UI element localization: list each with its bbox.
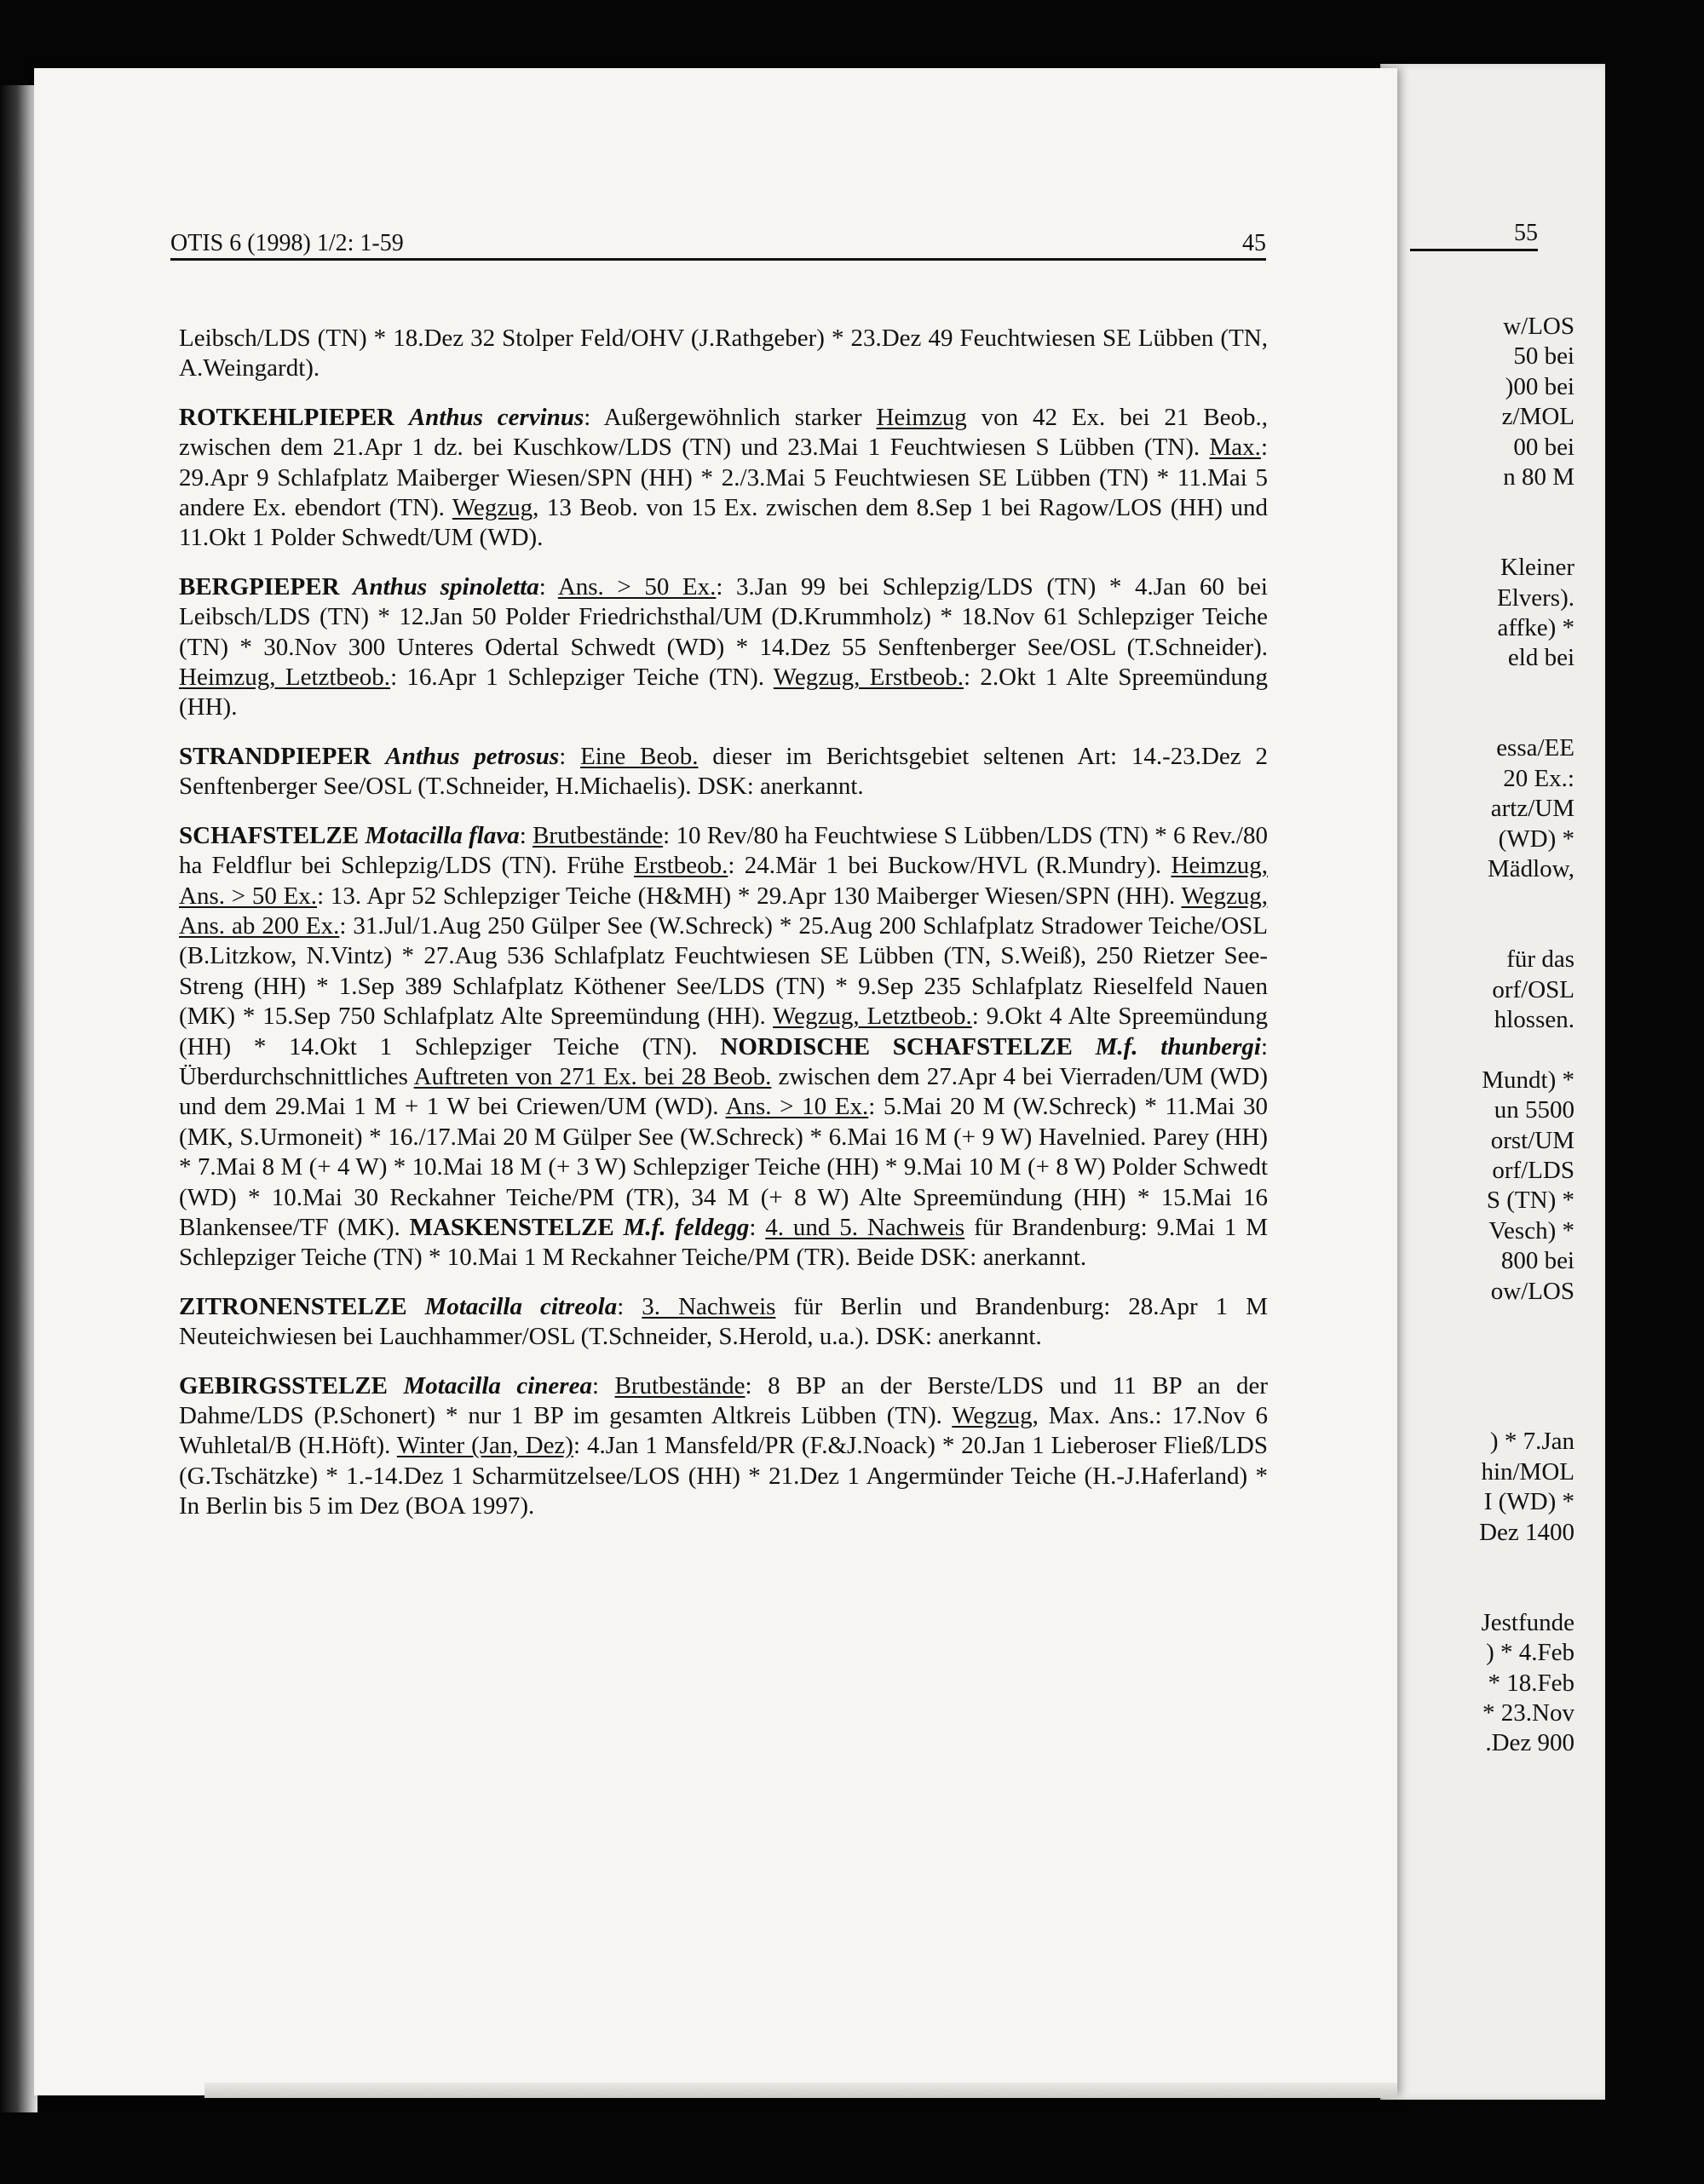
text-run: : 29.Apr 9 Schlafplatz Maiberger Wiesen/SPN (HH) * 2./3.Mai 5 Feuchtwiesen SE Lübben (TN) * 11.Mai 5 andere Ex. ebendort (TN). (179, 434, 1268, 522)
species-paragraph (179, 821, 1268, 1273)
text-run: : Überdurchschnittliches (179, 1032, 1268, 1090)
back-page-line (1404, 1336, 1574, 1366)
text-run: : (617, 1292, 642, 1320)
back-page-line: I (WD) * (1483, 1488, 1574, 1516)
back-page-line (1404, 915, 1574, 945)
back-page-line: Mundt) * (1482, 1066, 1574, 1094)
text-run: , Max. Ans.: 17.Nov 6 Wuhletal/B (H.Höft). (179, 1402, 1268, 1460)
text-run: von 42 Ex. bei 21 Beob., zwischen dem 21.Apr 1 dz. bei Kuschkow/LDS (TN) und 23.Mai 1 Feuchtwiesen S Lübben (TN). (179, 403, 1268, 462)
text-run: : (519, 821, 533, 849)
page-edge (204, 2083, 1397, 2098)
book-spine (0, 85, 37, 2112)
back-page-line: un 5500 (1494, 1096, 1574, 1124)
underlined-term: Wegzug, Ans. ab 200 Ex. (179, 882, 1268, 940)
back-page-line: Vesch) * (1488, 1216, 1574, 1244)
back-page-number: 55 (1410, 220, 1538, 251)
species-paragraph (179, 403, 1268, 554)
underlined-term: 3. Nachweis (642, 1292, 776, 1320)
back-page-line (1404, 1397, 1574, 1427)
back-page-line: z/MOL (1501, 403, 1574, 431)
back-page-line: artz/UM (1490, 795, 1574, 823)
underlined-term: Wegzug, Erstbeob. (773, 664, 964, 692)
scientific-name: Motacilla citreola (424, 1292, 618, 1320)
underlined-term: Wegzug, Letztbeob. (773, 1003, 972, 1031)
species-paragraph (179, 572, 1268, 723)
underlined-term: Brutbestände (614, 1371, 746, 1399)
back-page-line: ) * 4.Feb (1486, 1639, 1574, 1667)
scientific-name: Anthus spinoletta (353, 572, 539, 601)
text-run: Leibsch/LDS (TN) * 18.Dez 32 Stolper Feld/OHV (J.Rathgeber) * 23.Dez 49 Feuchtwiesen SE Lübben (TN, A.Weingardt). (179, 325, 1268, 382)
underlined-term: Wegzug (952, 1402, 1033, 1429)
text-run: : 31.Jul/1.Aug 250 Gülper See (W.Schreck) * 25.Aug 200 Schlafplatz Stradower Teiche/OSL (B.Litzkow, N.Vintz) * 27.Aug 536 Schlafplatz Feuchtwiesen SE Lübben (TN, S.Weiß), 250 Rietzer See-Streng (HH) * 1.Sep 389 Schlafplatz Köthener See/LDS (TN) * 9.Sep 235 Schlafplatz Rieselfeld Nauen (MK) * 15.Sep 750 Schlafplatz Alte Spreemündung (HH). (179, 911, 1268, 1031)
species-name: ROTKEHLPIEPER (179, 403, 409, 431)
back-page-line (1404, 1035, 1574, 1065)
underlined-term: Ans. > 50 Ex. (557, 572, 717, 601)
text-run: , 13 Beob. von 15 Ex. zwischen dem 8.Sep 1 bei Ragow/LOS (HH) und 11.Okt 1 Polder Schwedt/UM (WD). (179, 494, 1268, 552)
species-paragraph (179, 1371, 1268, 1522)
back-page-line: 800 bei (1500, 1247, 1574, 1275)
species-name: BERGPIEPER (179, 572, 354, 601)
back-page-line: ow/LOS (1490, 1277, 1574, 1305)
back-page-line: hlossen. (1494, 1005, 1574, 1033)
back-page-line: (WD) * (1498, 825, 1574, 853)
underlined-term: Heimzug (876, 403, 967, 431)
back-page-line (1404, 1578, 1574, 1607)
scientific-name: Motacilla cinerea (403, 1371, 592, 1399)
back-page-line: Mädlow, (1487, 855, 1574, 883)
back-page-line (1404, 1367, 1574, 1397)
scientific-name: Motacilla flava (365, 821, 520, 849)
back-page-line: essa/EE (1496, 734, 1574, 762)
back-page-line: eld bei (1507, 644, 1574, 672)
back-page-line: orf/LDS (1492, 1156, 1574, 1184)
back-page-line: * 18.Feb (1488, 1669, 1574, 1697)
text-run: : 8 BP an der Berste/LDS und 11 BP an der Dahme/LDS (P.Schonert) * nur 1 BP im gesamten Altkreis Lübben (TN). (179, 1371, 1268, 1429)
back-page-line (1404, 1548, 1574, 1578)
species-paragraph (179, 324, 1268, 384)
page-header (170, 226, 1266, 261)
text-run: : 9.Okt 4 Alte Spreemündung (HH) * 14.Okt 1 Schlepziger Teiche (TN). (179, 1003, 1268, 1060)
back-page-line: 00 bei (1513, 433, 1574, 461)
underlined-term: Heimzug, Letztbeob. (179, 664, 391, 692)
species-name: STRANDPIEPER (179, 742, 386, 770)
text-run: : 16.Apr 1 Schlepziger Teiche (TN). (390, 664, 774, 692)
back-page-line: für das (1506, 945, 1574, 974)
back-page-line (1404, 523, 1574, 553)
back-page-line: )00 bei (1505, 372, 1574, 400)
back-page-line (1404, 1307, 1574, 1336)
back-page-line: orst/UM (1490, 1126, 1574, 1154)
back-page-line: n 80 M (1503, 463, 1574, 491)
text-run: : 13. Apr 52 Schlepziger Teiche (H&MH) * 29.Apr 130 Maiberger Wiesen/SPN (HH). (317, 882, 1182, 910)
back-page-line: hin/MOL (1481, 1457, 1574, 1486)
back-page-line: 50 bei (1513, 342, 1574, 371)
back-page-line: Kleiner (1500, 554, 1574, 582)
text-run: : 2.Okt 1 Alte Spreemündung (HH). (179, 664, 1268, 721)
underlined-term: Brutbestände (532, 821, 664, 849)
page-number: 45 (1242, 230, 1266, 256)
article-body (179, 324, 1268, 1541)
text-run: : 4.Jan 1 Mansfeld/PR (F.&J.Noack) * 20.Jan 1 Lieberoser Fließ/LDS (G.Tschätzke) * 1.-14.Dez 1 Scharmützelsee/LOS (HH) * 21.Dez 1 Angermünder Teiche (H.-J.Haferland) * In Berlin bis 5 im Dez (BOA 1997). (179, 1432, 1268, 1520)
back-page-line (1404, 674, 1574, 704)
back-page-line: ) * 7.Jan (1489, 1428, 1574, 1456)
species-name: SCHAFSTELZE (179, 821, 366, 849)
text-run: : (538, 572, 558, 601)
underlined-term: Wegzug (452, 494, 533, 522)
scientific-name: Anthus petrosus (385, 742, 560, 770)
text-run: : (749, 1213, 766, 1241)
back-page-line: Jestfunde (1481, 1608, 1574, 1636)
back-page-line: Elvers). (1497, 583, 1574, 612)
underlined-term: Winter (Jan, Dez) (396, 1432, 573, 1460)
species-name: MASKENSTELZE (409, 1213, 624, 1241)
text-run: für Berlin und Brandenburg: 28.Apr 1 M Neuteichwiesen bei Lauchhammer/OSL (T.Schneider, S.Herold, u.a.). DSK: anerkannt. (179, 1292, 1269, 1351)
back-page-line: orf/OSL (1492, 975, 1574, 1003)
text-run: dieser im Berichtsgebiet seltenen Art: 14.-23.Dez 2 Senftenberger See/OSL (T.Schneider, H.Michaelis). DSK: anerkannt. (179, 742, 1268, 801)
back-page-line (1404, 884, 1574, 914)
back-page-line: w/LOS (1503, 313, 1574, 340)
species-name: GEBIRGSSTELZE (179, 1371, 404, 1399)
text-run: : 24.Mär 1 bei Buckow/HVL (R.Mundry). (728, 852, 1172, 880)
text-run: : (591, 1371, 615, 1399)
underlined-term: Auftreten von 271 Ex. bei 28 Beob. (413, 1062, 772, 1090)
scientific-name: M.f. thunbergi (1095, 1032, 1261, 1060)
text-run: : (559, 742, 581, 770)
species-name: NORDISCHE SCHAFSTELZE (720, 1032, 1096, 1060)
species-paragraph (179, 742, 1268, 802)
underlined-term: Erstbeob. (634, 852, 728, 880)
underlined-term: Max. (1209, 434, 1261, 462)
text-run: zwischen dem 27.Apr 4 bei Vierraden/UM (WD) und dem 29.Mai 1 M + 1 W bei Criewen/UM (WD). (179, 1062, 1269, 1121)
back-page-line: affke) * (1497, 613, 1574, 641)
text-run: : Außergewöhnlich starker (584, 403, 877, 431)
back-page-line (1404, 492, 1574, 522)
back-page-text (1404, 312, 1574, 1759)
back-page-line: .Dez 900 (1485, 1729, 1574, 1757)
species-name: ZITRONENSTELZE (179, 1292, 425, 1320)
back-page-line: S (TN) * (1486, 1187, 1574, 1215)
back-page-line: 20 Ex.: (1503, 764, 1574, 792)
scientific-name: M.f. feldegg (623, 1213, 750, 1241)
underlined-term: Heimzug, Ans. > 50 Ex. (179, 852, 1269, 910)
back-page-line: Dez 1400 (1479, 1518, 1574, 1546)
back-page-line: * 23.Nov (1482, 1698, 1574, 1727)
text-run: : 10 Rev/80 ha Feuchtwiese S Lübben/LDS (TN) * 6 Rev./80 ha Feldflur bei Schlepzig/LDS (TN). Frühe (179, 821, 1268, 880)
underlined-term: Ans. > 10 Ex. (725, 1093, 869, 1121)
back-page-line (1404, 704, 1574, 733)
journal-reference: OTIS 6 (1998) 1/2: 1-59 (170, 230, 404, 256)
underlined-term: 4. und 5. Nachweis (765, 1213, 965, 1241)
text-run: : 3.Jan 99 bei Schlepzig/LDS (TN) * 4.Jan 60 bei Leibsch/LDS (TN) * 12.Jan 50 Polder Friedrichsthal/UM (D.Krummholz) * 18.Nov 61 Schlepziger Teiche (TN) * 30.Nov 300 Unteres Odertal Schwedt (WD) * 14.Dez 55 Senftenberger See/OSL (T.Schneider). (179, 572, 1268, 661)
text-run: für Brandenburg: 9.Mai 1 M Schlepziger Teiche (TN) * 10.Mai 1 M Reckahner Teiche/PM (TR). Beide DSK: anerkannt. (179, 1213, 1268, 1272)
text-run: : 5.Mai 20 M (W.Schreck) * 11.Mai 30 (MK, S.Urmoneit) * 16./17.Mai 20 M Gülper See (W.Schreck) * 6.Mai 16 M (+ 9 W) Havelnied. Parey (HH) * 7.Mai 8 M (+ 4 W) * 10.Mai 18 M (+ 3 W) Schlepziger Teiche (HH) * 9.Mai 10 M (+ 8 W) Polder Schwedt (WD) * 10.Mai 30 Reckahner Teiche/PM (TR), 34 M (+ 8 W) Alte Spreemündung (HH) * 15.Mai 16 Blankensee/TF (MK). (179, 1093, 1268, 1241)
underlined-term: Eine Beob. (580, 742, 699, 770)
scientific-name: Anthus cervinus (408, 403, 584, 431)
species-paragraph (179, 1292, 1268, 1353)
